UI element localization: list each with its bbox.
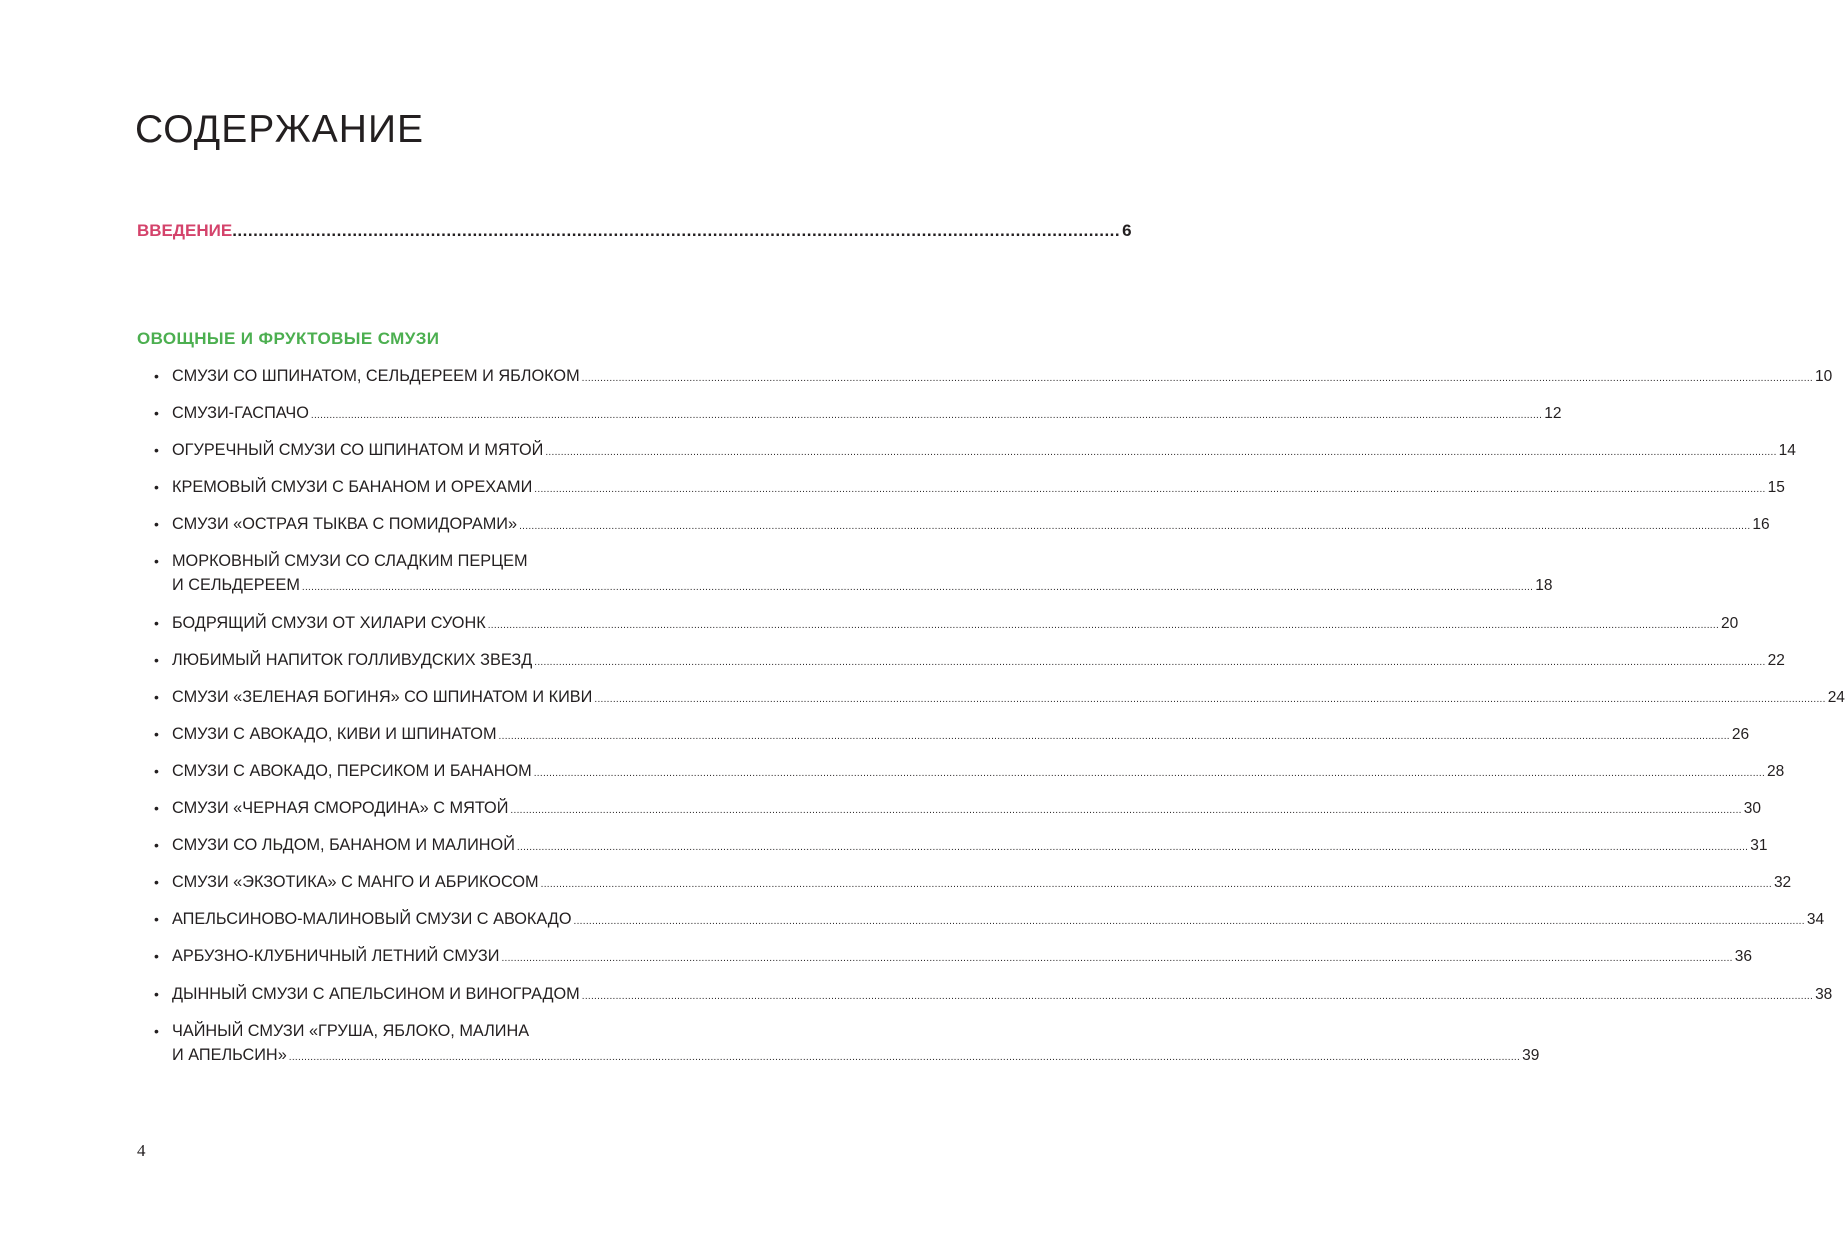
bullet-icon: • xyxy=(154,651,159,668)
dot-leader: ................................................................................................................................................................................................................................................................................................................................................................................................................ xyxy=(545,447,1777,459)
toc-entry-title-line: ДЫННЫЙ СМУЗИ С АПЕЛЬСИНОМ И ВИНОГРАДОМ xyxy=(172,984,580,1003)
dot-leader: ................................................................................................................................................................................................................................................................................................................................................................................................................ xyxy=(487,619,1720,631)
toc-entry-title-line: СМУЗИ С АВОКАДО, ПЕРСИКОМ И БАНАНОМ xyxy=(172,761,532,780)
toc-entry-row xyxy=(172,573,1553,600)
intro-page-number: 6 xyxy=(1122,221,1132,240)
toc-entry[interactable] xyxy=(154,475,1785,502)
bullet-icon: • xyxy=(154,368,159,384)
bullet-icon: • xyxy=(154,614,159,631)
toc-entry-title-line: СМУЗИ «ЧЕРНАЯ СМОРОДИНА» С МЯТОЙ xyxy=(172,799,509,818)
toc-entry-row xyxy=(172,796,1761,823)
toc-entry[interactable] xyxy=(154,438,1796,465)
dot-leader: ................................................................................................................................................................................................................................................................................................................................................................................................................ xyxy=(519,521,1751,533)
toc-entry-page-number: 31 xyxy=(1750,837,1768,855)
toc-entry-row xyxy=(172,944,1753,971)
toc-entry-page-number: 15 xyxy=(1767,479,1785,497)
bullet-icon: • xyxy=(154,948,159,965)
toc-entry-page-number: 39 xyxy=(1522,1046,1540,1064)
section-heading: ОВОЩНЫЕ И ФРУКТОВЫЕ СМУЗИ xyxy=(137,329,440,348)
toc-entry-page-number: 18 xyxy=(1535,577,1553,595)
toc-entry[interactable] xyxy=(154,512,1770,539)
toc-entry-row xyxy=(172,685,1845,712)
toc-entry[interactable] xyxy=(154,722,1750,749)
page-title: СОДЕРЖАНИЕ xyxy=(135,108,425,151)
toc-entry-row xyxy=(172,722,1750,749)
dot-leader: ................................................................................................................................................................................................................................................................................................................................................................................................................ xyxy=(540,879,1772,891)
dot-leader: ................................................................................................................................................................................................................................................................................................................................................................................................................ xyxy=(594,693,1826,705)
toc-entry-row xyxy=(172,364,1833,391)
bullet-icon: • xyxy=(154,553,159,570)
dot-leader: .......................................................................................................................................................................... xyxy=(232,221,1121,240)
toc-entry-row xyxy=(172,401,1562,428)
toc-entry-title-line: СМУЗИ СО ШПИНАТОМ, СЕЛЬДЕРЕЕМ И ЯБЛОКОМ xyxy=(172,367,580,385)
dot-leader: ................................................................................................................................................................................................................................................................................................................................................................................................................ xyxy=(581,990,1814,1002)
toc-entry-page-number: 24 xyxy=(1827,688,1845,706)
bullet-icon: • xyxy=(154,479,159,496)
intro-label: ВВЕДЕНИЕ xyxy=(137,221,233,240)
toc-entry-page-number: 16 xyxy=(1752,516,1770,534)
toc-entry-title-line: СМУЗИ «ЗЕЛЕНАЯ БОГИНЯ» СО ШПИНАТОМ И КИВИ xyxy=(172,687,593,706)
toc-entry-title-line: И СЕЛЬДЕРЕЕМ xyxy=(172,576,300,595)
bullet-icon: • xyxy=(154,1022,159,1039)
toc-entry-page-number: 32 xyxy=(1773,874,1792,892)
toc-entry[interactable] xyxy=(154,401,1562,428)
bullet-icon: • xyxy=(154,985,159,1002)
toc-entry-row xyxy=(172,982,1833,1009)
toc-entry[interactable] xyxy=(154,685,1845,712)
toc-entry-row xyxy=(172,907,1825,934)
toc-entry[interactable] xyxy=(154,796,1761,823)
toc-entry-row xyxy=(172,475,1785,502)
toc-entry-page-number: 22 xyxy=(1767,651,1785,669)
dot-leader: ................................................................................................................................................................................................................................................................................................................................................................................................................ xyxy=(534,656,1766,668)
toc-intro-entry[interactable] xyxy=(137,219,1132,243)
toc-entry-row xyxy=(172,438,1796,465)
dot-leader: ................................................................................................................................................................................................................................................................................................................................................................................................................ xyxy=(516,842,1749,854)
toc-entry-row xyxy=(172,759,1785,786)
toc-entry-page-number: 34 xyxy=(1806,911,1825,929)
bullet-icon: • xyxy=(154,911,159,928)
toc-entry-title-line: СМУЗИ С АВОКАДО, КИВИ И ШПИНАТОМ xyxy=(172,724,497,743)
bullet-icon: • xyxy=(154,688,159,705)
dot-leader: ................................................................................................................................................................................................................................................................................................................................................................................................................ xyxy=(573,916,1805,928)
bullet-icon: • xyxy=(154,516,159,533)
toc-entry[interactable] xyxy=(154,648,1785,675)
toc-entry-title-line: БОДРЯЩИЙ СМУЗИ ОТ ХИЛАРИ СУОНК xyxy=(172,613,486,632)
dot-leader: ................................................................................................................................................................................................................................................................................................................................................................................................................ xyxy=(498,730,1730,742)
toc-entry-page-number: 30 xyxy=(1743,800,1761,818)
toc-entry-page-number: 20 xyxy=(1721,614,1739,632)
toc-entry-title-line: ЧАЙНЫЙ СМУЗИ «ГРУША, ЯБЛОКО, МАЛИНА xyxy=(172,1021,530,1040)
dot-leader: ................................................................................................................................................................................................................................................................................................................................................................................................................ xyxy=(288,1051,1521,1063)
toc-entry-row xyxy=(172,512,1770,539)
toc-entry-page-number: 12 xyxy=(1544,405,1562,423)
dot-leader: ................................................................................................................................................................................................................................................................................................................................................................................................................ xyxy=(533,767,1766,779)
toc-entry-page-number: 10 xyxy=(1814,368,1833,385)
toc-entry[interactable] xyxy=(154,759,1785,786)
toc-entry-title-line: СМУЗИ «ОСТРАЯ ТЫКВА С ПОМИДОРАМИ» xyxy=(172,515,518,534)
toc-entry-title-line: ОГУРЕЧНЫЙ СМУЗИ СО ШПИНАТОМ И МЯТОЙ xyxy=(172,441,544,460)
dot-leader: ................................................................................................................................................................................................................................................................................................................................................................................................................ xyxy=(581,373,1813,384)
bullet-icon: • xyxy=(154,837,159,854)
toc-entry-page-number: 28 xyxy=(1767,762,1785,780)
toc-entry-page-number: 36 xyxy=(1734,948,1753,966)
toc-entry[interactable] xyxy=(154,907,1825,934)
page-number-folio: 4 xyxy=(137,1141,146,1160)
toc-entry-row xyxy=(172,833,1768,860)
toc-entry-title-line: СМУЗИ-ГАСПАЧО xyxy=(172,404,309,423)
toc-entry-title-line: КРЕМОВЫЙ СМУЗИ С БАНАНОМ И ОРЕХАМИ xyxy=(172,478,533,497)
dot-leader: ................................................................................................................................................................................................................................................................................................................................................................................................................ xyxy=(310,410,1543,422)
toc-entry-title-line: ЛЮБИМЫЙ НАПИТОК ГОЛЛИВУДСКИХ ЗВЕЗД xyxy=(172,650,533,669)
toc-entry-page-number: 14 xyxy=(1778,442,1796,460)
toc-entry-list xyxy=(154,364,1845,1080)
toc-entry[interactable] xyxy=(154,1019,1540,1070)
dot-leader: ................................................................................................................................................................................................................................................................................................................................................................................................................ xyxy=(301,582,1534,594)
bullet-icon: • xyxy=(154,442,159,459)
bullet-icon: • xyxy=(154,800,159,817)
bullet-icon: • xyxy=(154,725,159,742)
toc-entry-title-line: МОРКОВНЫЙ СМУЗИ СО СЛАДКИМ ПЕРЦЕМ xyxy=(172,552,528,571)
toc-entry-title-line: СМУЗИ СО ЛЬДОМ, БАНАНОМ И МАЛИНОЙ xyxy=(172,836,515,855)
toc-entry-title-line: АПЕЛЬСИНОВО-МАЛИНОВЫЙ СМУЗИ С АВОКАДО xyxy=(172,910,572,929)
dot-leader: ................................................................................................................................................................................................................................................................................................................................................................................................................ xyxy=(510,805,1742,817)
toc-entry[interactable] xyxy=(154,611,1739,638)
toc-entry[interactable] xyxy=(154,982,1833,1009)
toc-entry[interactable] xyxy=(154,364,1833,391)
toc-entry-page-number: 38 xyxy=(1815,985,1833,1003)
toc-entry-page-number: 26 xyxy=(1731,725,1750,743)
toc-entry[interactable] xyxy=(154,549,1553,600)
toc-entry[interactable] xyxy=(154,944,1753,971)
dot-leader: ................................................................................................................................................................................................................................................................................................................................................................................................................ xyxy=(534,484,1766,496)
toc-entry-row xyxy=(172,648,1785,675)
bullet-icon: • xyxy=(154,762,159,779)
toc-entry[interactable] xyxy=(154,833,1768,860)
toc-entry-row xyxy=(172,611,1739,638)
toc-entry[interactable] xyxy=(154,870,1792,897)
toc-entry-title-line: СМУЗИ «ЭКЗОТИКА» С МАНГО И АБРИКОСОМ xyxy=(172,873,539,892)
toc-entry-row xyxy=(172,870,1792,897)
toc-entry-title-line: АРБУЗНО-КЛУБНИЧНЫЙ ЛЕТНИЙ СМУЗИ xyxy=(172,947,500,966)
toc-entry-title-line: И АПЕЛЬСИН» xyxy=(172,1045,287,1064)
bullet-icon: • xyxy=(154,405,159,422)
toc-entry-row xyxy=(172,1043,1540,1070)
dot-leader: ................................................................................................................................................................................................................................................................................................................................................................................................................ xyxy=(501,953,1733,965)
bullet-icon: • xyxy=(154,874,159,891)
